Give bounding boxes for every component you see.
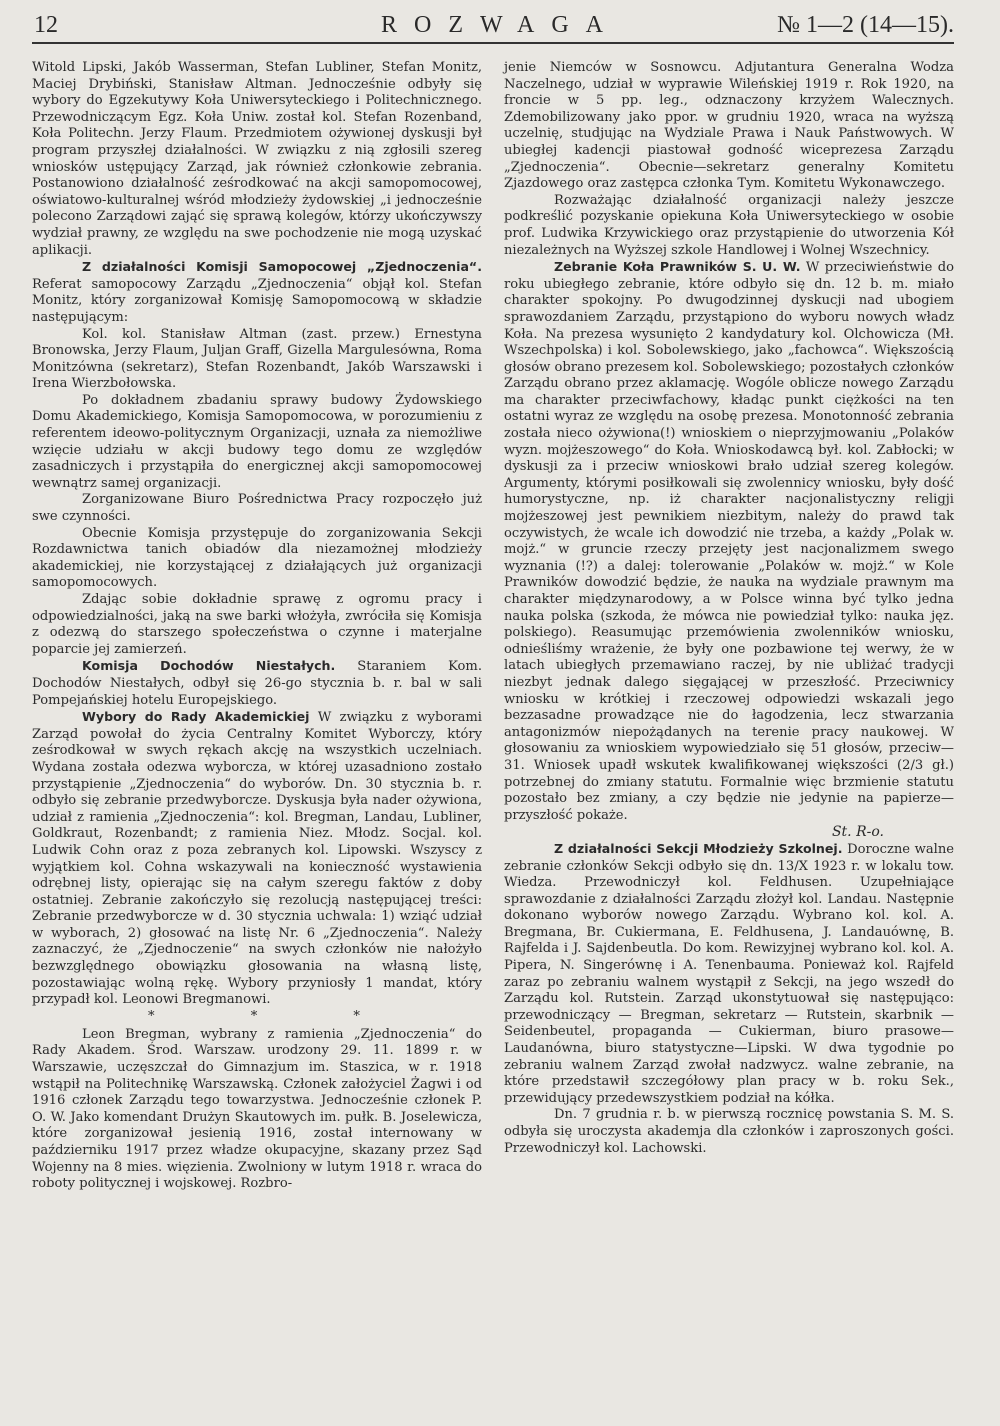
paragraph [32,709,482,1009]
paragraph: Zdając sobie dokładnie sprawę z ogromu pracy i odpowiedzialności, jaką na swe barki włożyła, zwróciła się Komisja z odezwą do starszego społeczeństwa o czynne i materjalne poparcie jej zamierzeń. [32,592,482,657]
paragraph-text: W związku z wyborami Zarząd powołał do życia Centralny Komitet Wyborczy, który ześrodkował w swych rękach akcję na wszystkich uczelniach. Wydana została odezwa wyborcza, w której uzasadniono zostało przystąpienie „Zjednoczenia“ do wyborów. Dn. 30 stycznia b. r. odbyło się zebranie przedwyborcze. Dyskusja była nader ożywiona, udział z ramienia „Zjednoczenia“: kol. Bregman, Landau, Lubliner, Goldkraut, Rozenbandt; z ramienia Niez. Młodz. Socjal. kol. Ludwik Cohn oraz z poza zebranych kol. Lipowski. Wszyscy z wyjątkiem kol. Cohna wskazywali na konieczność wystawienia odrębnej listy, opierając się na całym szeregu faktów z doby ostatniej. Zebranie zakończyło się rezolucją następującej treści: Zebranie przedwyborcze w d. 30 stycznia uchwala: 1) wziąć udział w wyborach, 2) głosować na listę Nr. 6 „Zjednoczenia“. Należy zaznaczyć, że „Zjednoczenie“ na swych członków nie nałożyło bezwzględnego obowiązku głosowania na własną listę, pozostawiając wolną rękę. Wybory przyniosły 1 mandat, który przypadł kol. Leonowi Bregmanowi. [32,710,482,1008]
paragraph [504,259,954,824]
left-column [32,60,482,1193]
paragraph: Obecnie Komisja przystępuje do zorganizowania Sekcji Rozdawnictwa tanich obiadów dla niezamożnej młodzieży akademickiej, nie korzystającej z działających już organizacji samopomocowych. [32,525,482,591]
section-heading: Zebranie Koła Prawników S. U. W. [554,259,801,275]
section-heading: Z działalności Komisji Samopocowej „Zjednoczenia“. [82,259,482,275]
paragraph: Dn. 7 grudnia r. b. w pierwszą rocznicę powstania S. M. S. odbyła się uroczysta akademja dla członków i zaproszonych gości. Przewodniczył kol. Lachowski. [504,1107,954,1156]
paragraph: Rozważając działalność organizacji należy jeszcze podkreślić pozyskanie opiekuna Koła Uniwersyteckiego w osobie prof. Ludwika Krzywickiego oraz przystąpienie do utworzenia Kół niezależnych na Wyższej szkole Handlowej i Wolnej Wszechnicy. [504,192,954,258]
paragraph: Leon Bregman, wybrany z ramienia „Zjednoczenia“ do Rady Akadem. Środ. Warszaw. urodzony 29. 11. 1899 r. w Warszawie, uczęszczał do Gimnazjum im. Staszica, w r. 1918 wstąpił na Politechnikę Warszawską. Członek założyciel Żagwi i od 1916 członek Zarządu tego towarzystwa. Jednocześnie członek P. O. W. Jako komendant Drużyn Skautowych im. pułk. B. Joselewicza, które zorganizował jesienią 1916, został internowany w październiku 1917 przez władze okupacyjne, skazany przez Sąd Wojenny na 8 mies. więzienia. Zwolniony w lutym 1918 r. wraca do roboty politycznej i wojskowej. Rozbro- [32,1026,482,1192]
paragraph-text: Referat samopocowy Zarządu „Zjednoczenia“ objął kol. Stefan Monitz, który zorganizował Komisję Samopomocową w składzie następującym: [32,276,482,325]
magazine-title: ROZWAGA [381,12,620,38]
page-header [32,8,954,44]
right-column [504,60,954,1193]
author-signature: St. R-o. [831,824,884,841]
section-heading: Komisja Dochodów Niestałych. [82,658,336,674]
paragraph: Po dokładnem zbadaniu sprawy budowy Żydowskiego Domu Akademickiego, Komisja Samopomocowa, w porozumieniu z referentem ideowo-politycznym Organizacji, uznała za niemożliwe wzięcie udziału w akcji budowy tego domu ze względów zasadniczych i przystąpiła do energicznej akcji samopomocowej wewnątrz samej organizacji. [32,392,482,491]
paragraph-text: W przeciwieństwie do roku ubiegłego zebranie, które odbyło się dn. 12 b. m. miało charakter spokojny. Po dwugodzinnej dyskucji nad ubogiem sprawozdaniem Zarządu, przystąpiono do wyboru nowych władz Koła. Na prezesa wysunięto 2 kandydatury kol. Olchowicza (Mł. Wszechpolska) i kol. Sobolewskiego, jako „fachowca“. Większością głosów obrano prezesem kol. Sobolewskiego; pozostałych członków Zarządu obrano przez aklamację. Wogóle oblicze nowego Zarządu ma charakter przeciwfachowy, kładąc punkt ciężkości na ten ostatni wyraz ze względu na osobę prezesa. Monotonność zebrania została nieco ożywiona(!) wnioskiem o nieprzyjmowaniu „Polaków wyzn. mojżeszowego“ do Koła. Wnioskodawcą był. kol. Zabłocki; w dyskusji za i przeciw wnioskowi brało udział szereg kolegów. Argumenty, którymi posiłkowali się zwolennicy wniosku, były dość humorystyczne, np. iż charakter nacjonalistyczny religji mojżeszowej jest pewnikiem niezbitym, należy do prawd tak oczywistych, że wcale ich dowodzić nie trzeba, a każdy „Polak w. mojż.“ w gruncie rzeczy przejęty jest nacjonalizmem swego wyznania (!?) a dalej: tolerowanie „Polaków w. mojż.“ w Kole Prawników dowodzić będzie, że nauka na wydziale prawnym ma charakter międzynarodowy, a w Polsce winna być tylko jedna nauka polska (szkoda, że mówca nie powiedział tylko: nauka jęz. polskiego). Reasumując przemówienia zwolenników wniosku, odnieśliśmy wrażenie, że były one pozbawione tej werwy, że w latach ubiegłych przemawiano raczej, by nie ubliżać tradycji niezbyt jednak dalego sięgającej w przeszłość. Przeciwnicy wniosku w krótkiej i rzeczowej odpowiedzi wskazali jego bezzasadne prowadzące nie do łagodzenia, lecz stwarzania antagonizmów niepożądanych na terenie pracy naukowej. W głosowaniu za wnioskiem wypowiedziało się 51 głosów, przeciw—31. Wniosek upadł wskutek kwalifikowanej większości (2/3 gł.) potrzebnej do zmiany statutu. Formalnie więc brzmienie statutu pozostało bez zmiany, a czy będzie nie jedynie na papierze—przyszłość pokaże. [504,260,954,823]
article-columns [32,60,954,1193]
section-heading: Z działalności Sekcji Młodzieży Szkolnej. [554,840,843,856]
paragraph [32,658,482,709]
paragraph: jenie Niemców w Sosnowcu. Adjutantura Generalna Wodza Naczelnego, udział w wyprawie Wileńskiej 1919 r. Rok 1920, na froncie w 5 pp. leg., odznaczony krzyżem Walecznych. Zdemobilizowany jako ppor. w grudniu 1920, wraca na wyższą uczelnię, studjując na Wydziale Prawa i Nauk Państwowych. W ubiegłej kadencji piastował godność wiceprezesa Zarządu „Zjednoczenia“. Obecnie—sekretarz generalny Komitetu Zjazdowego oraz zastępca członka Tym. Komitetu Wykonawczego. [504,60,954,192]
paragraph-text: Staraniem Kom. Dochodów Niestałych, odbył się 26-go stycznia b. r. bal w sali Pompejańskiej hotelu Europejskiego. [32,659,482,708]
issue-number: № 1—2 (14—15). [777,12,954,38]
paragraph: Zorganizowane Biuro Pośrednictwa Pracy rozpoczęło już swe czynności. [32,492,482,525]
section-separator: * * * [148,1008,406,1024]
paragraph: Kol. kol. Stanisław Altman (zast. przew.) Ernestyna Bronowska, Jerzy Flaum, Juljan Graff, Gizella Margulesówna, Roma Monitzówna (sekretarz), Stefan Rozenbandt, Jakób Warszawski i Irena Wierzbołowska. [32,326,482,392]
section-heading: Wybory do Rady Akademickiej [82,709,310,725]
paragraph-text: Doroczne walne zebranie członków Sekcji odbyło się dn. 13/X 1923 r. w lokalu tow. Wiedza. Przewodniczył kol. Feldhusen. Uzupełniające sprawozdanie z działalności Zarządu złożył kol. Landau. Następnie dokonano wyborów nowego Zarządu. Wybrano kol. kol. A. Bregmana, Br. Cukiermana, E. Feldhusena, J. Landauównę, B. Rajfelda i J. Sajdenbeutla. Do kom. Rewizyjnej wybrano kol. kol. A. Pipera, N. Singerównę i A. Tenenbauma. Ponieważ kol. Rajfeld zaraz po zebraniu walnem wystąpił z Sekcji, na jego wszedł do Zarządu kol. Rutstein. Zarząd ukonstytuował się następująco: przewodniczący — Bregman, sekretarz — Rutstein, skarbnik — Seidenbeutel, propaganda — Cukierman, biuro prasowe—Laudanówna, biuro statystyczne—Lipski. W dwa tygodnie po zebraniu walnem Zarząd zwołał nadzwycz. walne zebranie, na które przedstawił szczegółowy plan pracy w b. roku Sek., przewidujący przedewszystkiem podział na kółka. [504,841,954,1106]
page-number: 12 [34,12,58,38]
paragraph [504,841,954,1108]
paragraph [32,259,482,326]
paragraph: Witold Lipski, Jakób Wasserman, Stefan Lubliner, Stefan Monitz, Maciej Drybiński, Stanisław Altman. Jednocześnie odbyły się wybory do Egzekutywy Koła Uniwersyteckiego i Politechnicznego. Przewodniczącym Egz. Koła Uniw. został kol. Stefan Rozenband, Koła Politechn. Jerzy Flaum. Przedmiotem ożywionej dyskusji był program przyszłej działalności. W związku z nią zgłosili szereg wniosków ustępujący Zarząd, jak również członkowie zebrania. Postanowiono działalność ześrodkować na akcji samopomocowej, oświatowo-kulturalnej wśród młodzieży żydowskiej „i jednocześnie polecono Zarządowi zająć się sprawą kolegów, którzy ukończywszy wydział prawny, ze względu na swe pochodzenie nie mogą uzyskać aplikacji. [32,60,482,258]
